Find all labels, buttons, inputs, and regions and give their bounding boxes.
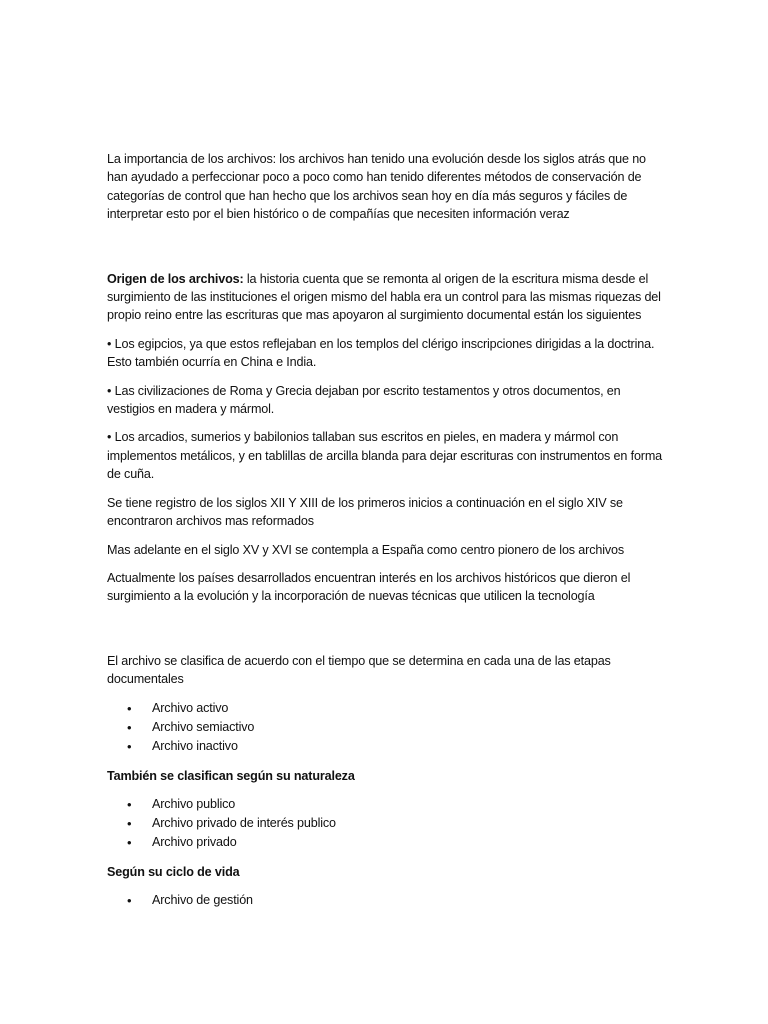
civilization-rome-greece: • Las civilizaciones de Roma y Grecia dejaban por escrito testamentos y otros documentos, en vestigios en madera y mármol.	[107, 383, 621, 417]
list-item: • Archivo activo	[127, 700, 229, 716]
lifecycle-heading: Según su ciclo de vida	[107, 864, 240, 879]
list-item: • Archivo privado	[127, 834, 237, 850]
bullet-icon: •	[127, 700, 132, 716]
bullet-icon: •	[127, 796, 132, 812]
bullet-icon: •	[127, 815, 132, 831]
civilization-mesopotamia: • Los arcadios, sumerios y babilonios tallaban sus escritos en pieles, en madera y mármol con implementos metálicos, y en tablillas de arcilla blanda para dejar escrituras con instrumentos en forma de cuña.	[107, 430, 663, 482]
list-item: • Archivo inactivo	[127, 738, 238, 754]
nature-classification-list	[107, 795, 668, 852]
bullet-icon: •	[127, 738, 132, 754]
list-item: • Archivo de gestión	[127, 893, 253, 909]
lifecycle-classification-list	[107, 891, 668, 910]
list-item: • Archivo semiactivo	[127, 719, 255, 735]
history-paragraph-3: Actualmente los países desarrollados encuentran interés en los archivos históricos que dieron el surgimiento a la evolución y la incorporación de nuevas técnicas que utilicen la tecnología	[107, 570, 631, 604]
bullet-icon: •	[127, 893, 132, 909]
origin-label: Origen de los archivos:	[107, 271, 244, 286]
bullet-icon: •	[127, 834, 132, 850]
bullet-icon: •	[127, 719, 132, 735]
origin-text: la historia cuenta que se remonta al origen de la escritura misma desde el surgimiento de las instituciones el origen mismo del habla era un control para las mismas riquezas del propio reino entre las escrituras que mas apoyaron al surgimiento documental están los siguientes	[107, 271, 661, 323]
list-item: • Archivo privado de interés publico	[127, 815, 336, 831]
history-paragraph-2: Mas adelante en el siglo XV y XVI se contempla a España como centro pionero de los archivos	[107, 542, 624, 557]
list-item: • Archivo publico	[127, 796, 236, 812]
time-classification-list	[107, 699, 668, 756]
classification-intro: El archivo se clasifica de acuerdo con el tiempo que se determina en cada una de las etapas documentales	[107, 653, 611, 687]
history-paragraph-1: Se tiene registro de los siglos XII Y XIII de los primeros inicios a continuación en el siglo XIV se encontraron archivos mas reformados	[107, 495, 623, 529]
origin-paragraph	[107, 270, 668, 325]
intro-paragraph: La importancia de los archivos: los archivos han tenido una evolución desde los siglos atrás que no han ayudado a perfeccionar poco a poco como han tenido diferentes métodos de conservación de categorías de control que han hecho que los archivos sean hoy en día más seguros y fáciles de interpretar esto por el bien histórico o de compañías que necesiten información veraz	[107, 152, 646, 222]
nature-heading: También se clasifican según su naturaleza	[107, 768, 355, 783]
civilization-egypt: • Los egipcios, ya que estos reflejaban en los templos del clérigo inscripciones dirigidas a la doctrina. Esto también ocurría en China e India.	[107, 336, 655, 370]
